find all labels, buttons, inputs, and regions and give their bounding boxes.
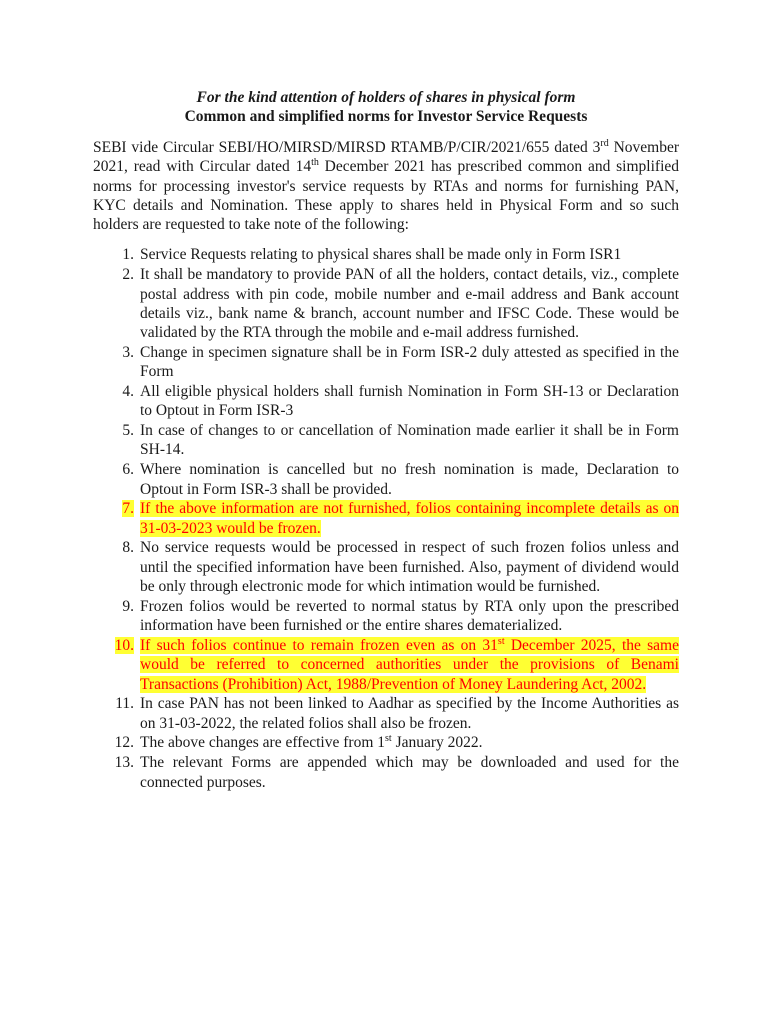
document-page	[93, 88, 679, 792]
list-item: 1. Service Requests relating to physical shares shall be made only in Form ISR1	[122, 246, 622, 264]
notice-heading: For the kind attention of holders of shares in physical form	[196, 89, 576, 106]
list-item: 8. No service requests would be processed in respect of such frozen folios unless and until the specified information have been furnished. Also, payment of dividend would be only through electronic mode for which intimation would be furnished.	[122, 539, 679, 596]
list-item: 2. It shall be mandatory to provide PAN of all the holders, contact details, viz., complete postal address with pin code, mobile number and e-mail address and Bank account details viz., bank name & branch, account number and IFSC Code. These would be validated by the RTA through the mobile and e-mail address furnished.	[122, 266, 679, 342]
list-item: 5. In case of changes to or cancellation of Nomination made earlier it shall be in Form SH-14.	[122, 422, 679, 459]
list-item: 13. The relevant Forms are appended which may be downloaded and used for the connected purposes.	[114, 754, 679, 791]
requirements-list	[93, 245, 679, 791]
list-item: 12. The above changes are effective from 1st January 2022.	[114, 733, 483, 752]
list-item: 4. All eligible physical holders shall furnish Nomination in Form SH-13 or Declaration to Optout in Form ISR-3	[122, 383, 679, 420]
highlighted-list-item: 10. If such folios continue to remain frozen even as on 31st December 2025, the same would be referred to concerned authorities under the provisions of Benami Transactions (Prohibition) Act, 1988/Prevention of Money Laundering Act, 2002.	[114, 635, 679, 693]
notice-subheading: Common and simplified norms for Investor Service Requests	[184, 108, 588, 125]
intro-paragraph: SEBI vide Circular SEBI/HO/MIRSD/MIRSD RTAMB/P/CIR/2021/655 dated 3rd November 2021, read with Circular dated 14th December 2021 has prescribed common and simplified norms for processing investor's service requests by RTAs and norms for furnishing PAN, KYC details and Nomination. These apply to shares held in Physical Form and so such holders are requested to take note of the following:	[93, 137, 680, 234]
highlighted-list-item: 7. If the above information are not furnished, folios containing incomplete details as on 31-03-2023 would be frozen.	[122, 500, 679, 537]
list-item: 9. Frozen folios would be reverted to normal status by RTA only upon the prescribed information have been furnished or the entire shares dematerialized.	[122, 597, 679, 635]
list-item: 11. In case PAN has not been linked to Aadhar as specified by the Income Authorities as on 31-03-2022, the related folios shall also be frozen.	[115, 695, 679, 732]
list-item: 3. Change in specimen signature shall be in Form ISR-2 duly attested as specified in the Form	[122, 343, 679, 381]
list-item: 6. Where nomination is cancelled but no fresh nomination is made, Declaration to Optout in Form ISR-3 shall be provided.	[122, 461, 679, 498]
